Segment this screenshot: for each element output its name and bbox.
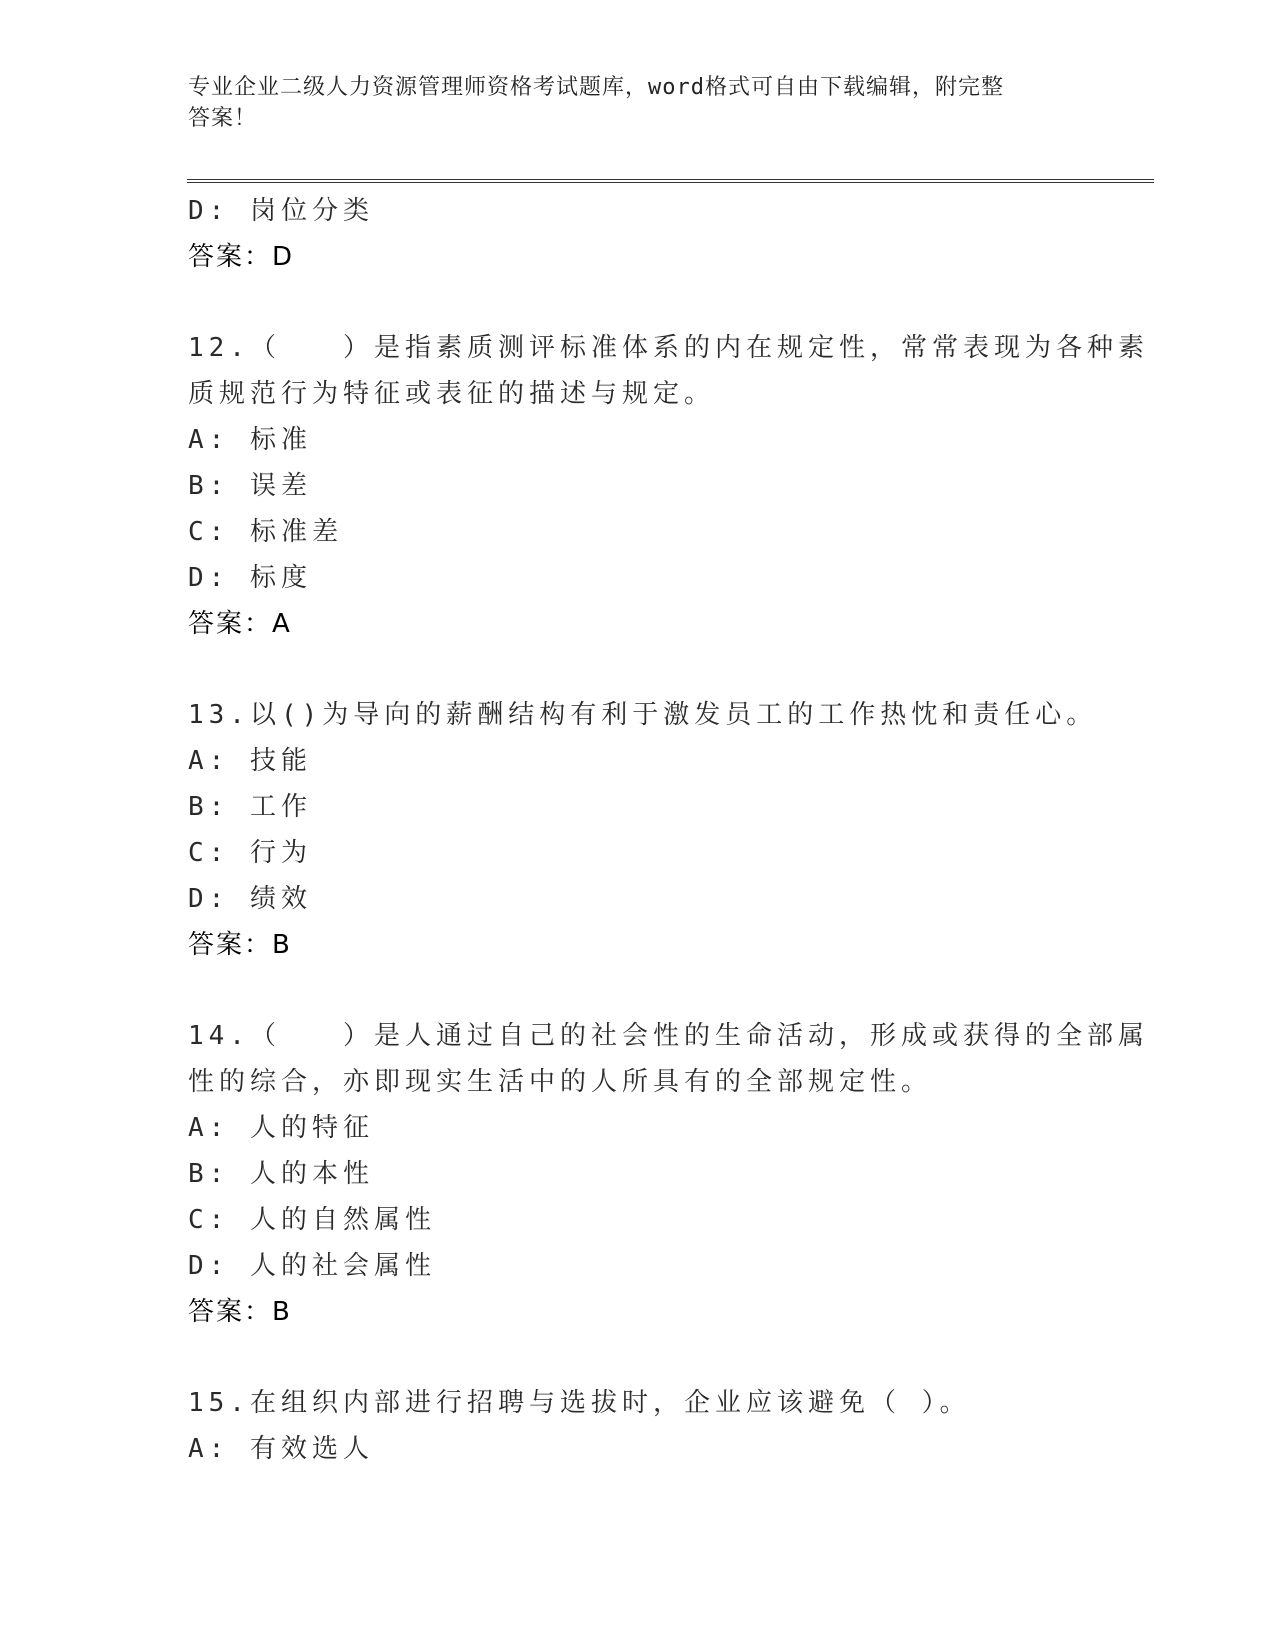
question-12: [188, 325, 1149, 647]
option-b: B: 误差: [188, 471, 312, 501]
header-text-line2: 答案！: [188, 106, 258, 131]
question-stem-line2: 性的综合，亦即现实生活中的人所具有的全部规定性。: [188, 1067, 933, 1097]
previous-question-tail: [188, 188, 1088, 280]
option-d: D: 标度: [188, 563, 312, 593]
question-stem-line1: 13.以()为导向的薪酬结构有利于激发员工的工作热忱和责任心。: [188, 700, 1098, 730]
option-a: A: 有效选人: [188, 1434, 374, 1464]
question-14: [188, 1013, 1149, 1335]
document-body: [188, 188, 1149, 1472]
header-divider: [187, 179, 1154, 183]
question-15: [188, 1380, 1088, 1472]
option-a: A: 人的特征: [188, 1113, 374, 1143]
answer: 答案：A: [188, 609, 292, 639]
question-stem-line1: 14.（ ）是人通过自己的社会性的生命活动，形成或获得的全部属: [188, 1021, 1149, 1051]
option-d: D: 人的社会属性: [188, 1251, 436, 1281]
option-b: B: 工作: [188, 792, 312, 822]
header-text-line1: 专业企业二级人力资源管理师资格考试题库，word格式可自由下载编辑，附完整: [188, 75, 1004, 100]
answer: 答案：B: [188, 1297, 292, 1327]
question-13: [188, 692, 1098, 968]
question-stem-line1: 15.在组织内部进行招聘与选拔时，企业应该避免（ ）。: [188, 1388, 971, 1418]
option-c: C: 人的自然属性: [188, 1205, 436, 1235]
question-stem-line1: 12.（ ）是指素质测评标准体系的内在规定性，常常表现为各种素: [188, 333, 1149, 363]
option-b: B: 人的本性: [188, 1159, 374, 1189]
option-d: D: 岗位分类: [188, 196, 374, 226]
option-c: C: 行为: [188, 838, 312, 868]
spacer: [188, 1335, 1088, 1380]
option-a: A: 标准: [188, 425, 312, 455]
option-d: D: 绩效: [188, 884, 312, 914]
page-header: [188, 72, 1068, 134]
answer: 答案：B: [188, 930, 292, 960]
answer: 答案：D: [188, 242, 295, 272]
option-a: A: 技能: [188, 746, 312, 776]
question-stem-line2: 质规范行为特征或表征的描述与规定。: [188, 379, 716, 409]
spacer: [188, 647, 1088, 692]
spacer: [188, 280, 1088, 325]
spacer: [188, 968, 1088, 1013]
option-c: C: 标准差: [188, 517, 343, 547]
